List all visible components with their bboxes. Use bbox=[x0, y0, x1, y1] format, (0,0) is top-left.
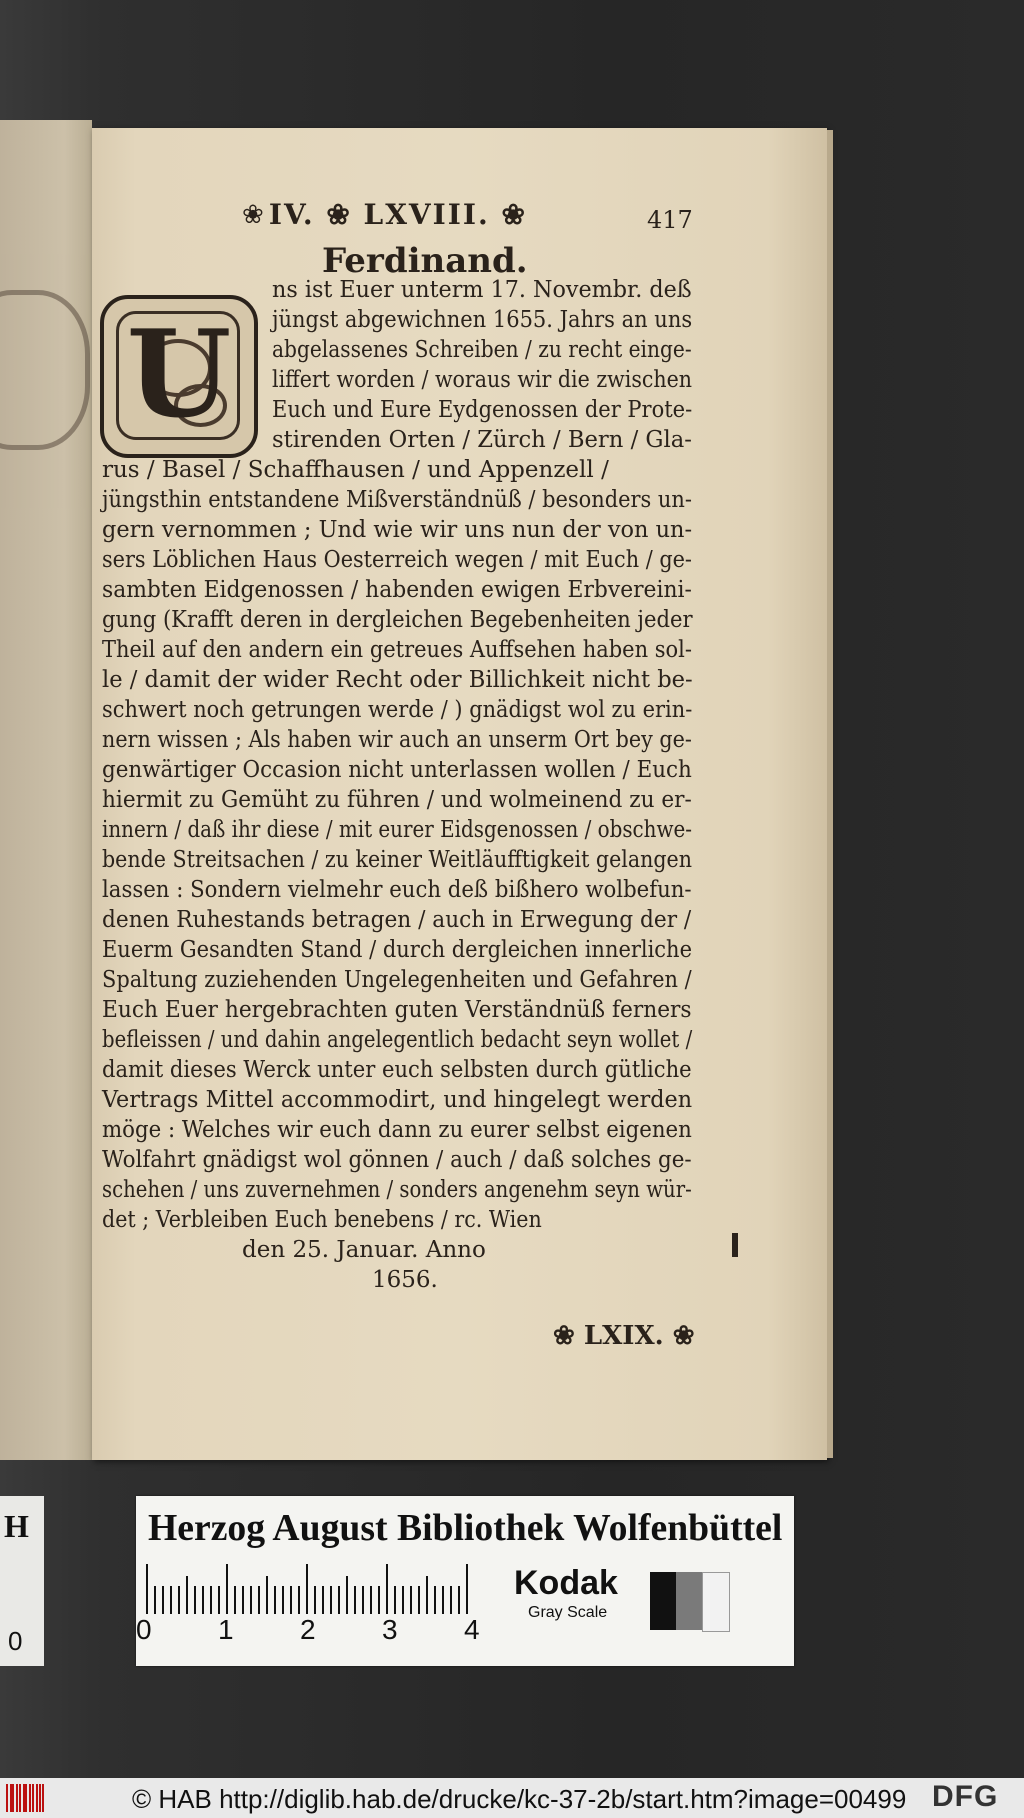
text-line: Euch und Eure Eydgenossen der Prote- bbox=[272, 397, 693, 423]
text-line: jüngst abgewichnen 1655. Jahrs an uns bbox=[272, 307, 693, 333]
flower-ornament-icon: ❀ bbox=[242, 199, 264, 230]
text-line: Euerm Gesandten Stand / durch dergleichen innerliche bbox=[102, 937, 692, 963]
text-line: genwärtiger Occasion nicht unterlassen wollen / Euch bbox=[102, 757, 692, 783]
ruler-tick bbox=[426, 1576, 428, 1614]
text-line: Vertrags Mittel accommodirt, und hingelegt werden bbox=[102, 1087, 693, 1113]
previous-color-card bbox=[0, 1496, 44, 1666]
ruler-tick bbox=[170, 1586, 172, 1614]
catchword: ❀ LXIX. ❀ bbox=[553, 1321, 695, 1351]
scale-ruler bbox=[146, 1564, 486, 1614]
ruler-number: 3 bbox=[382, 1614, 398, 1645]
text-line: lassen : Sondern vielmehr euch deß bißhero wolbefun- bbox=[102, 877, 692, 903]
ruler-tick bbox=[386, 1564, 388, 1614]
ruler-tick bbox=[402, 1586, 404, 1614]
ruler-number: 2 bbox=[300, 1614, 316, 1645]
previous-page-edge bbox=[0, 120, 92, 1460]
running-head-text: IV. ❀ LXVIII. ❀ bbox=[268, 198, 527, 231]
ruler-number: 1 bbox=[218, 1614, 234, 1645]
text-line: denen Ruhestands betragen / auch in Erwegung der / bbox=[102, 907, 692, 933]
gray-swatch bbox=[702, 1572, 730, 1632]
barcode-bar bbox=[19, 1784, 21, 1812]
ruler-tick bbox=[146, 1564, 148, 1614]
barcode-bar bbox=[16, 1784, 18, 1812]
barcode-icon bbox=[6, 1784, 46, 1812]
text-line: Wolfahrt gnädigst wol gönnen / auch / daß solches ge- bbox=[102, 1147, 692, 1173]
ruler-tick bbox=[306, 1564, 308, 1614]
text-line: 1656. bbox=[372, 1267, 438, 1293]
ruler-tick bbox=[234, 1586, 236, 1614]
text-line: Euch Euer hergebrachten guten Verständnüß ferners bbox=[102, 997, 692, 1023]
ruler-tick bbox=[370, 1586, 372, 1614]
ruler-tick bbox=[458, 1586, 460, 1614]
ruler-tick bbox=[346, 1576, 348, 1614]
ruler-tick bbox=[394, 1586, 396, 1614]
text-line: bende Streitsachen / zu keiner Weitläufftigkeit gelangen bbox=[102, 847, 693, 873]
initial-letter: U bbox=[126, 304, 232, 445]
text-line: liffert worden / woraus wir die zwischen bbox=[272, 367, 693, 393]
ruler-tick bbox=[434, 1586, 436, 1614]
ruler-tick bbox=[298, 1586, 300, 1614]
ruler-tick bbox=[330, 1586, 332, 1614]
letter-title: Ferdinand. bbox=[322, 241, 528, 281]
ruler-tick bbox=[178, 1586, 180, 1614]
text-line: sers Löblichen Haus Oesterreich wegen / mit Euch / ge- bbox=[102, 547, 692, 573]
text-line: abgelassenes Schreiben / zu recht einge- bbox=[272, 337, 692, 363]
text-line: den 25. Januar. Anno bbox=[242, 1237, 486, 1263]
ruler-tick bbox=[202, 1586, 204, 1614]
footer-bar bbox=[0, 1778, 1024, 1818]
decorated-initial bbox=[100, 295, 258, 458]
ruler-tick bbox=[242, 1586, 244, 1614]
text-line: schehen / uns zuvernehmen / sonders angenehm seyn wür- bbox=[102, 1177, 692, 1203]
ruler-tick bbox=[418, 1586, 420, 1614]
barcode-bar bbox=[12, 1784, 14, 1812]
text-line: stirenden Orten / Zürch / Bern / Gla- bbox=[272, 427, 692, 453]
previous-card-letter: H bbox=[4, 1508, 29, 1544]
ruler-tick bbox=[266, 1576, 268, 1614]
color-calibration-card bbox=[136, 1496, 794, 1666]
ruler-tick bbox=[378, 1586, 380, 1614]
kodak-logo: Kodak bbox=[514, 1564, 618, 1602]
ruler-tick bbox=[154, 1586, 156, 1614]
book-page bbox=[92, 128, 827, 1460]
library-name: Herzog August Bibliothek Wolfenbüttel bbox=[148, 1507, 783, 1549]
text-line: schwert noch getrungen werde / ) gnädigst wol zu erin- bbox=[102, 697, 693, 723]
ruler-tick bbox=[250, 1586, 252, 1614]
ruler-tick bbox=[194, 1586, 196, 1614]
text-line: jüngsthin entstandene Mißverständnüß / besonders un- bbox=[102, 487, 692, 513]
gray-swatch bbox=[676, 1572, 702, 1630]
previous-card-number: 0 bbox=[8, 1626, 23, 1656]
text-line: Theil auf den andern ein getreues Auffsehen haben sol- bbox=[102, 637, 692, 663]
page-edge bbox=[827, 130, 833, 1458]
ruler-tick bbox=[314, 1586, 316, 1614]
copyright-link[interactable]: © HAB http://diglib.hab.de/drucke/kc-37-2b/start.htm?image=00499 bbox=[132, 1784, 907, 1814]
text-line: det ; Verbleiben Euch benebens / rc. Wien bbox=[102, 1207, 542, 1233]
ruler-tick bbox=[466, 1564, 468, 1614]
ruler-tick bbox=[274, 1586, 276, 1614]
text-line: hiermit zu Gemüht zu führen / und wolmeinend zu er- bbox=[102, 787, 692, 813]
ruler-number: 0 bbox=[136, 1614, 152, 1645]
ruler-tick bbox=[354, 1586, 356, 1614]
ruler-tick bbox=[282, 1586, 284, 1614]
text-line: ns ist Euer unterm 17. Novembr. deß bbox=[272, 277, 692, 303]
text-line: gung (Krafft deren in dergleichen Begebenheiten jeder bbox=[102, 607, 693, 633]
previous-page-initial-ghost bbox=[0, 290, 90, 450]
text-line: le / damit der wider Recht oder Billichkeit nicht be- bbox=[102, 667, 693, 693]
margin-mark bbox=[732, 1233, 738, 1257]
gray-scale-label: Gray Scale bbox=[528, 1604, 608, 1621]
text-line: damit dieses Werck unter euch selbsten durch gütliche bbox=[102, 1057, 692, 1083]
ruler-tick bbox=[210, 1586, 212, 1614]
text-line: rus / Basel / Schaffhausen / und Appenzell / bbox=[102, 457, 609, 483]
text-line: gern vernommen ; Und wie wir uns nun der von un- bbox=[102, 517, 693, 543]
barcode-bar bbox=[32, 1784, 34, 1812]
ruler-tick bbox=[450, 1586, 452, 1614]
ruler-tick bbox=[218, 1586, 220, 1614]
ruler-numbers bbox=[136, 1614, 496, 1654]
ruler-number: 4 bbox=[464, 1614, 480, 1645]
ruler-tick bbox=[258, 1586, 260, 1614]
ruler-tick bbox=[442, 1586, 444, 1614]
text-line: nern wissen ; Als haben wir auch an unserm Ort bey ge- bbox=[102, 727, 692, 753]
ruler-tick bbox=[226, 1564, 228, 1614]
ruler-tick bbox=[322, 1586, 324, 1614]
text-line: befleissen / und dahin angelegentlich bedacht seyn wollet / bbox=[102, 1027, 693, 1053]
ruler-tick bbox=[290, 1586, 292, 1614]
barcode-bar bbox=[42, 1784, 44, 1812]
text-line: Spaltung zuziehenden Ungelegenheiten und Gefahren / bbox=[102, 967, 692, 993]
ruler-tick bbox=[338, 1586, 340, 1614]
text-line: innern / daß ihr diese / mit eurer Eidsgenossen / obschwe- bbox=[102, 817, 693, 843]
ruler-tick bbox=[410, 1586, 412, 1614]
ruler-tick bbox=[186, 1576, 188, 1614]
page-number: 417 bbox=[647, 206, 693, 234]
barcode-bar bbox=[39, 1784, 41, 1812]
gray-swatch bbox=[650, 1572, 676, 1630]
barcode-bar bbox=[29, 1784, 31, 1812]
dfg-logo: DFG bbox=[932, 1780, 999, 1813]
barcode-bar bbox=[25, 1784, 27, 1812]
text-line: sambten Eidgenossen / habenden ewigen Erbvereini- bbox=[102, 577, 692, 603]
ruler-tick bbox=[162, 1586, 164, 1614]
ruler-tick bbox=[362, 1586, 364, 1614]
barcode-bar bbox=[36, 1784, 38, 1812]
text-line: möge : Welches wir euch dann zu eurer selbst eigenen bbox=[102, 1117, 692, 1143]
barcode-bar bbox=[6, 1784, 8, 1812]
